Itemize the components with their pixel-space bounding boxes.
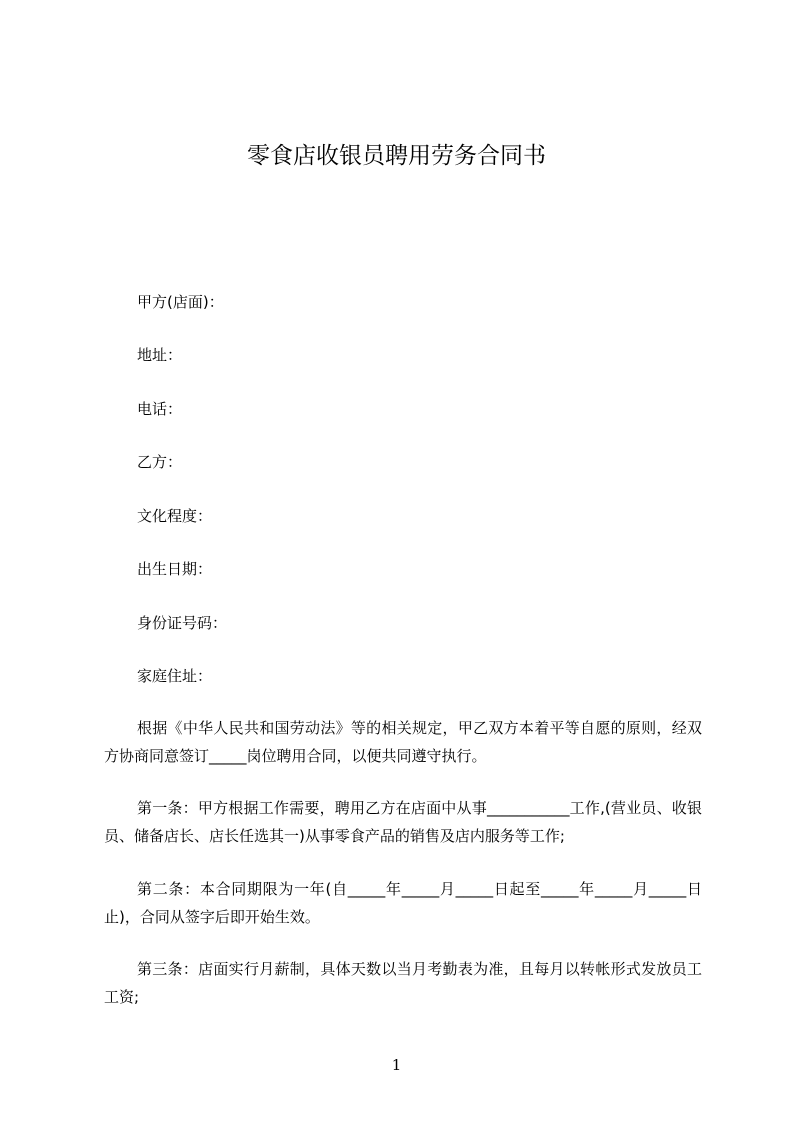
birth-date-field: 出生日期： — [137, 560, 213, 578]
page-number: 1 — [391, 1056, 402, 1074]
party-b-field: 乙方： — [137, 453, 183, 471]
home-address-field: 家庭住址： — [137, 667, 213, 685]
article-3-paragraph: 第三条：店面实行月薪制，具体天数以当月考勤表为准，且每月以转帐形式发放员工工资; — [104, 960, 702, 1006]
phone-field: 电话： — [137, 400, 183, 418]
address-field: 地址： — [137, 346, 183, 364]
document-title: 零食店收银员聘用劳务合同书 — [247, 143, 546, 169]
education-field: 文化程度： — [137, 507, 213, 525]
intro-paragraph: 根据《中华人民共和国劳动法》等的相关规定，甲乙双方本着平等自愿的原则，经双方协商同意签订_____岗位聘用合同，以便共同遵守执行。 — [104, 719, 702, 765]
article-2-paragraph: 第二条：本合同期限为一年(自_____年_____月_____日起至_____年_____月_____日止)，合同从签字后即开始生效。 — [104, 880, 702, 926]
party-a-field: 甲方(店面)： — [137, 293, 224, 311]
article-1-paragraph: 第一条：甲方根据工作需要，聘用乙方在店面中从事___________工作,(营业员、收银员、储备店长、店长任选其一)从事零食产品的销售及店内服务等工作; — [104, 799, 702, 845]
id-number-field: 身份证号码： — [137, 614, 228, 632]
